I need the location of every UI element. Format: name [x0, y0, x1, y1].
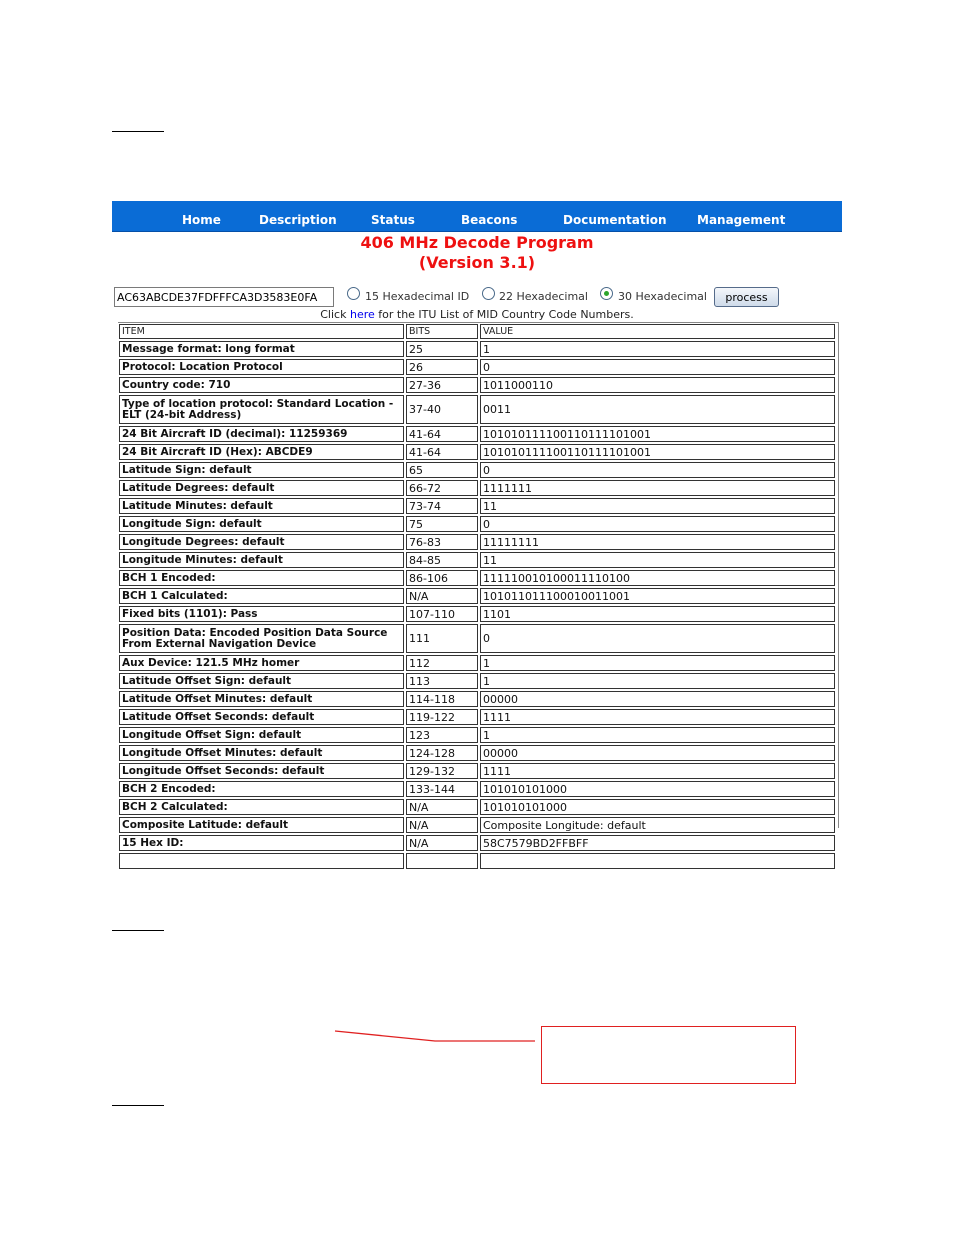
- row-value: 1: [480, 655, 835, 671]
- row-item: Country code: 710: [119, 377, 404, 393]
- row-bits: N/A: [406, 799, 478, 815]
- row-item: Longitude Offset Sign: default: [119, 727, 404, 743]
- row-bits: 65: [406, 462, 478, 478]
- radio-30-hex-label: 30 Hexadecimal: [618, 290, 707, 303]
- itu-text-before: Click: [320, 308, 350, 321]
- document-rule-bottom: [112, 1105, 164, 1106]
- itu-here-link[interactable]: here: [349, 308, 375, 321]
- row-item: Longitude Minutes: default: [119, 552, 404, 568]
- row-item: Longitude Offset Seconds: default: [119, 763, 404, 779]
- row-value: 111110010100011110100: [480, 570, 835, 586]
- page-title-line-2: (Version 3.1): [418, 253, 536, 272]
- row-item: 15 Hex ID:: [119, 835, 404, 851]
- row-value: 101011011100010011001: [480, 588, 835, 604]
- nav-description[interactable]: Description: [259, 213, 337, 227]
- row-value: 101010111100110111101001: [480, 444, 835, 460]
- row-value: 11: [480, 552, 835, 568]
- row-item: Longitude Sign: default: [119, 516, 404, 532]
- header-value: VALUE: [480, 324, 835, 339]
- row-bits: N/A: [406, 588, 478, 604]
- row-item: Longitude Degrees: default: [119, 534, 404, 550]
- page-title-line-1: 406 MHz Decode Program: [360, 233, 594, 252]
- row-value: 11: [480, 498, 835, 514]
- row-value: 1: [480, 341, 835, 357]
- row-bits: 37-40: [406, 395, 478, 424]
- row-item: Latitude Offset Minutes: default: [119, 691, 404, 707]
- row-bits: 129-132: [406, 763, 478, 779]
- row-value: 11111111: [480, 534, 835, 550]
- row-item: Latitude Sign: default: [119, 462, 404, 478]
- row-value: 0: [480, 462, 835, 478]
- row-value: 58C7579BD2FFBFF: [480, 835, 835, 851]
- row-value: 1011000110: [480, 377, 835, 393]
- nav-beacons[interactable]: Beacons: [461, 213, 518, 227]
- header-bits: BITS: [406, 324, 478, 339]
- row-item: Latitude Degrees: default: [119, 480, 404, 496]
- row-bits: 123: [406, 727, 478, 743]
- row-value: 00000: [480, 691, 835, 707]
- row-bits: 76-83: [406, 534, 478, 550]
- row-item: Latitude Offset Seconds: default: [119, 709, 404, 725]
- process-button[interactable]: process: [714, 287, 779, 307]
- row-bits: 119-122: [406, 709, 478, 725]
- row-bits: 124-128: [406, 745, 478, 761]
- row-value: 101010101000: [480, 781, 835, 797]
- row-bits: 107-110: [406, 606, 478, 622]
- row-value: 101010101000: [480, 799, 835, 815]
- nav-documentation[interactable]: Documentation: [563, 213, 667, 227]
- row-bits: 84-85: [406, 552, 478, 568]
- nav-management[interactable]: Management: [697, 213, 786, 227]
- row-bits: 114-118: [406, 691, 478, 707]
- row-item: 24 Bit Aircraft ID (decimal): 11259369: [119, 426, 404, 442]
- row-value: 0: [480, 516, 835, 532]
- row-bits: 25: [406, 341, 478, 357]
- row-value: 1111111: [480, 480, 835, 496]
- row-item: Message format: long format: [119, 341, 404, 357]
- row-bits: 133-144: [406, 781, 478, 797]
- radio-15-hex-label: 15 Hexadecimal ID: [365, 290, 470, 303]
- row-item: Latitude Offset Sign: default: [119, 673, 404, 689]
- row-item: BCH 1 Calculated:: [119, 588, 404, 604]
- row-value: Composite Longitude: default: [480, 817, 835, 833]
- row-value: 1111: [480, 763, 835, 779]
- row-item: BCH 2 Calculated:: [119, 799, 404, 815]
- nav-status[interactable]: Status: [371, 213, 415, 227]
- row-bits: 26: [406, 359, 478, 375]
- row-item: Protocol: Location Protocol: [119, 359, 404, 375]
- row-bits: 41-64: [406, 426, 478, 442]
- row-item: Longitude Offset Minutes: default: [119, 745, 404, 761]
- nav-home[interactable]: Home: [182, 213, 221, 227]
- row-value: 101010111100110111101001: [480, 426, 835, 442]
- row-item: Type of location protocol: Standard Location - ELT (24-bit Address): [119, 395, 404, 424]
- itu-text-after: for the ITU List of MID Country Code Numbers.: [374, 308, 634, 321]
- row-bits: 73-74: [406, 498, 478, 514]
- row-value: 00000: [480, 745, 835, 761]
- callout-box: [541, 1026, 796, 1084]
- row-bits: 86-106: [406, 570, 478, 586]
- row-value: 0: [480, 624, 835, 653]
- row-bits: 112: [406, 655, 478, 671]
- row-item: Fixed bits (1101): Pass: [119, 606, 404, 622]
- callout-leader: [335, 1031, 535, 1041]
- row-bits: N/A: [406, 817, 478, 833]
- row-item: Latitude Minutes: default: [119, 498, 404, 514]
- row-value: 0: [480, 359, 835, 375]
- row-item: Aux Device: 121.5 MHz homer: [119, 655, 404, 671]
- header-item: ITEM: [119, 324, 404, 339]
- row-item: Composite Latitude: default: [119, 817, 404, 833]
- row-item: Position Data: Encoded Position Data Source From External Navigation Device: [119, 624, 404, 653]
- row-item: 24 Bit Aircraft ID (Hex): ABCDE9: [119, 444, 404, 460]
- row-bits: N/A: [406, 835, 478, 851]
- row-bits: 75: [406, 516, 478, 532]
- row-value: 1101: [480, 606, 835, 622]
- row-value: 1: [480, 673, 835, 689]
- row-bits: 27-36: [406, 377, 478, 393]
- radio-22-hex-label: 22 Hexadecimal: [499, 290, 588, 303]
- row-item: BCH 1 Encoded:: [119, 570, 404, 586]
- row-bits: 66-72: [406, 480, 478, 496]
- row-value: 1111: [480, 709, 835, 725]
- row-item: BCH 2 Encoded:: [119, 781, 404, 797]
- row-bits: 111: [406, 624, 478, 653]
- row-value: 1: [480, 727, 835, 743]
- row-bits: 41-64: [406, 444, 478, 460]
- row-value: 0011: [480, 395, 835, 424]
- row-bits: 113: [406, 673, 478, 689]
